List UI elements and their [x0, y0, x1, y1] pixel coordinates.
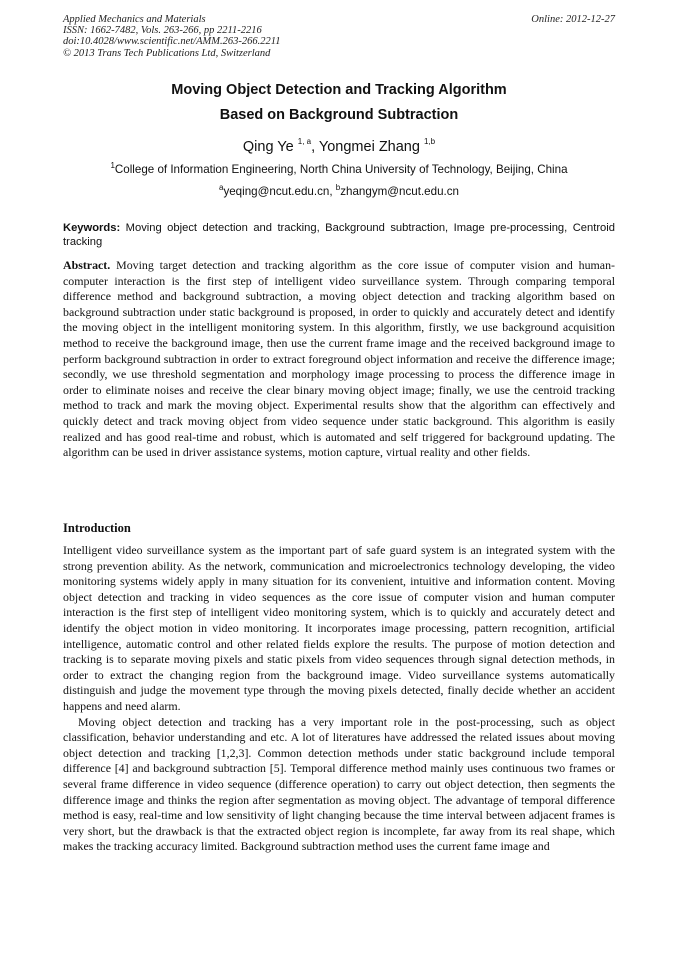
abstract-label: Abstract. [63, 258, 111, 272]
affiliation [63, 163, 615, 176]
author-superscript: 1,b [423, 137, 436, 146]
email-superscript: a [218, 183, 224, 192]
doi-line: doi:10.4028/www.scientific.net/AMM.263-266.2211 [63, 36, 281, 48]
issn-line: ISSN: 1662-7482, Vols. 263-266, pp 2211-2216 [63, 25, 262, 37]
paragraph: Moving object detection and tracking has a very important role in the post-processing, such as object classification, behavior understanding and etc. A lot of literatures have addressed the related issues about moving object detection and tracking [1,2,3]. Common detection methods under static background include temporal difference [4] and background subtraction [5]. Temporal difference method mainly uses continuous two frames or several frame difference in video sequence (difference operation) to carry out object detection, then segments the difference image and thinks the region after segmentation as moving object. The advantage of temporal difference method is easy, real-time and low sensitivity of light changing because the time interval between adjacent frames is very short, but the drawback is that the extracted object region is incomplete, far away from its real shape, which makes the tracking accuracy limited. Background subtraction method uses the current fame image and [63, 714, 615, 854]
author-superscript: 1, a [297, 137, 312, 146]
author-list: Qing Ye $^{1, a}$, Yongmei Zhang $^{1,b}$ [242, 137, 436, 155]
copyright-line: © 2013 Trans Tech Publications Ltd, Switzerland [63, 47, 271, 59]
paper-title-line-1: Moving Object Detection and Tracking Algorithm [171, 82, 507, 98]
author-emails: $^a$yeqing@ncut.edu.cn, $^b$zhangym@ncut.edu.cn [218, 183, 459, 198]
email-link[interactable]: zhangym@ncut.edu.cn [340, 185, 459, 198]
section-heading-introduction: Introduction [63, 521, 131, 535]
author-name: Qing Ye [242, 139, 294, 155]
paragraph: Intelligent video surveillance system as the important part of safe guard system is an integrated system with the strong prevention ability. As the network, communication and microelectronics technology developing, the video monitoring systems widely apply in many situation for its convenient, intuitive and information content. Moving object detection and tracking in video sequences as the core issue of computer vision and human computer interaction is the first step of intelligent video monitoring system, which is to quickly and accurately detect and identify the object motion in video monitoring. It incorporates image processing, pattern recognition, artificial intelligence, automatic control and other related fields explore the results. The purpose of motion detection and tracking is to separate moving pixels and static pixels from video sequences through signal detection methods, in order to extract the changing region from the background image. Video surveillance systems automatically distinguish and judge the movement type through the moving pixels detected, finally decide whether an accident happens and need alarm. [63, 543, 615, 713]
keywords [63, 221, 615, 249]
paper-title-line-2: Based on Background Subtraction [219, 107, 459, 123]
email-superscript: b [335, 183, 341, 192]
author-name: Yongmei Zhang [318, 139, 420, 155]
introduction-body [63, 543, 615, 855]
abstract-text: Moving target detection and tracking algorithm as the core issue of computer vision and human-computer interaction is the first step of intelligent video surveillance system. Through comparing temporal difference method and background subtraction, a moving object detection and tracking algorithm based on background subtraction under static background is proposed, in order to quickly and accurately detect and identify the moving object in the intelligent monitoring system. In this algorithm, firstly, we use background acquisition method to receive the background image, then use the current frame image and the received background image to perform background subtraction in order to extract foreground object information and receive the difference image; secondly, we use threshold segmentation and morphology image processing to process the difference image in order to eliminate noises and receive the clear binary moving object image; finally, we use the centroid tracking method to track and mark the moving object. Experimental results show that the algorithm can effectively and quickly detect and track moving object from video sequence under static background. This algorithm is easily realized and has good real-time and robust, which is automated and self triggered for background updating. The algorithm can be used in driver assistance systems, motion capture, virtual reality and other fields. [63, 258, 615, 460]
affiliation-text: College of Information Engineering, North China University of Technology, Beijing, China [114, 163, 568, 176]
online-date: Online: 2012-12-27 [531, 14, 615, 25]
affiliation-superscript: 1 [110, 161, 115, 170]
keywords-label: Keywords: [63, 222, 121, 234]
keywords-text: Moving object detection and tracking, Background subtraction, Image pre-processing, Centroid tracking [63, 222, 615, 248]
email-link[interactable]: yeqing@ncut.edu.cn [223, 185, 330, 198]
abstract [63, 258, 615, 461]
journal-name: Applied Mechanics and Materials [63, 14, 206, 25]
publication-info [63, 14, 280, 59]
